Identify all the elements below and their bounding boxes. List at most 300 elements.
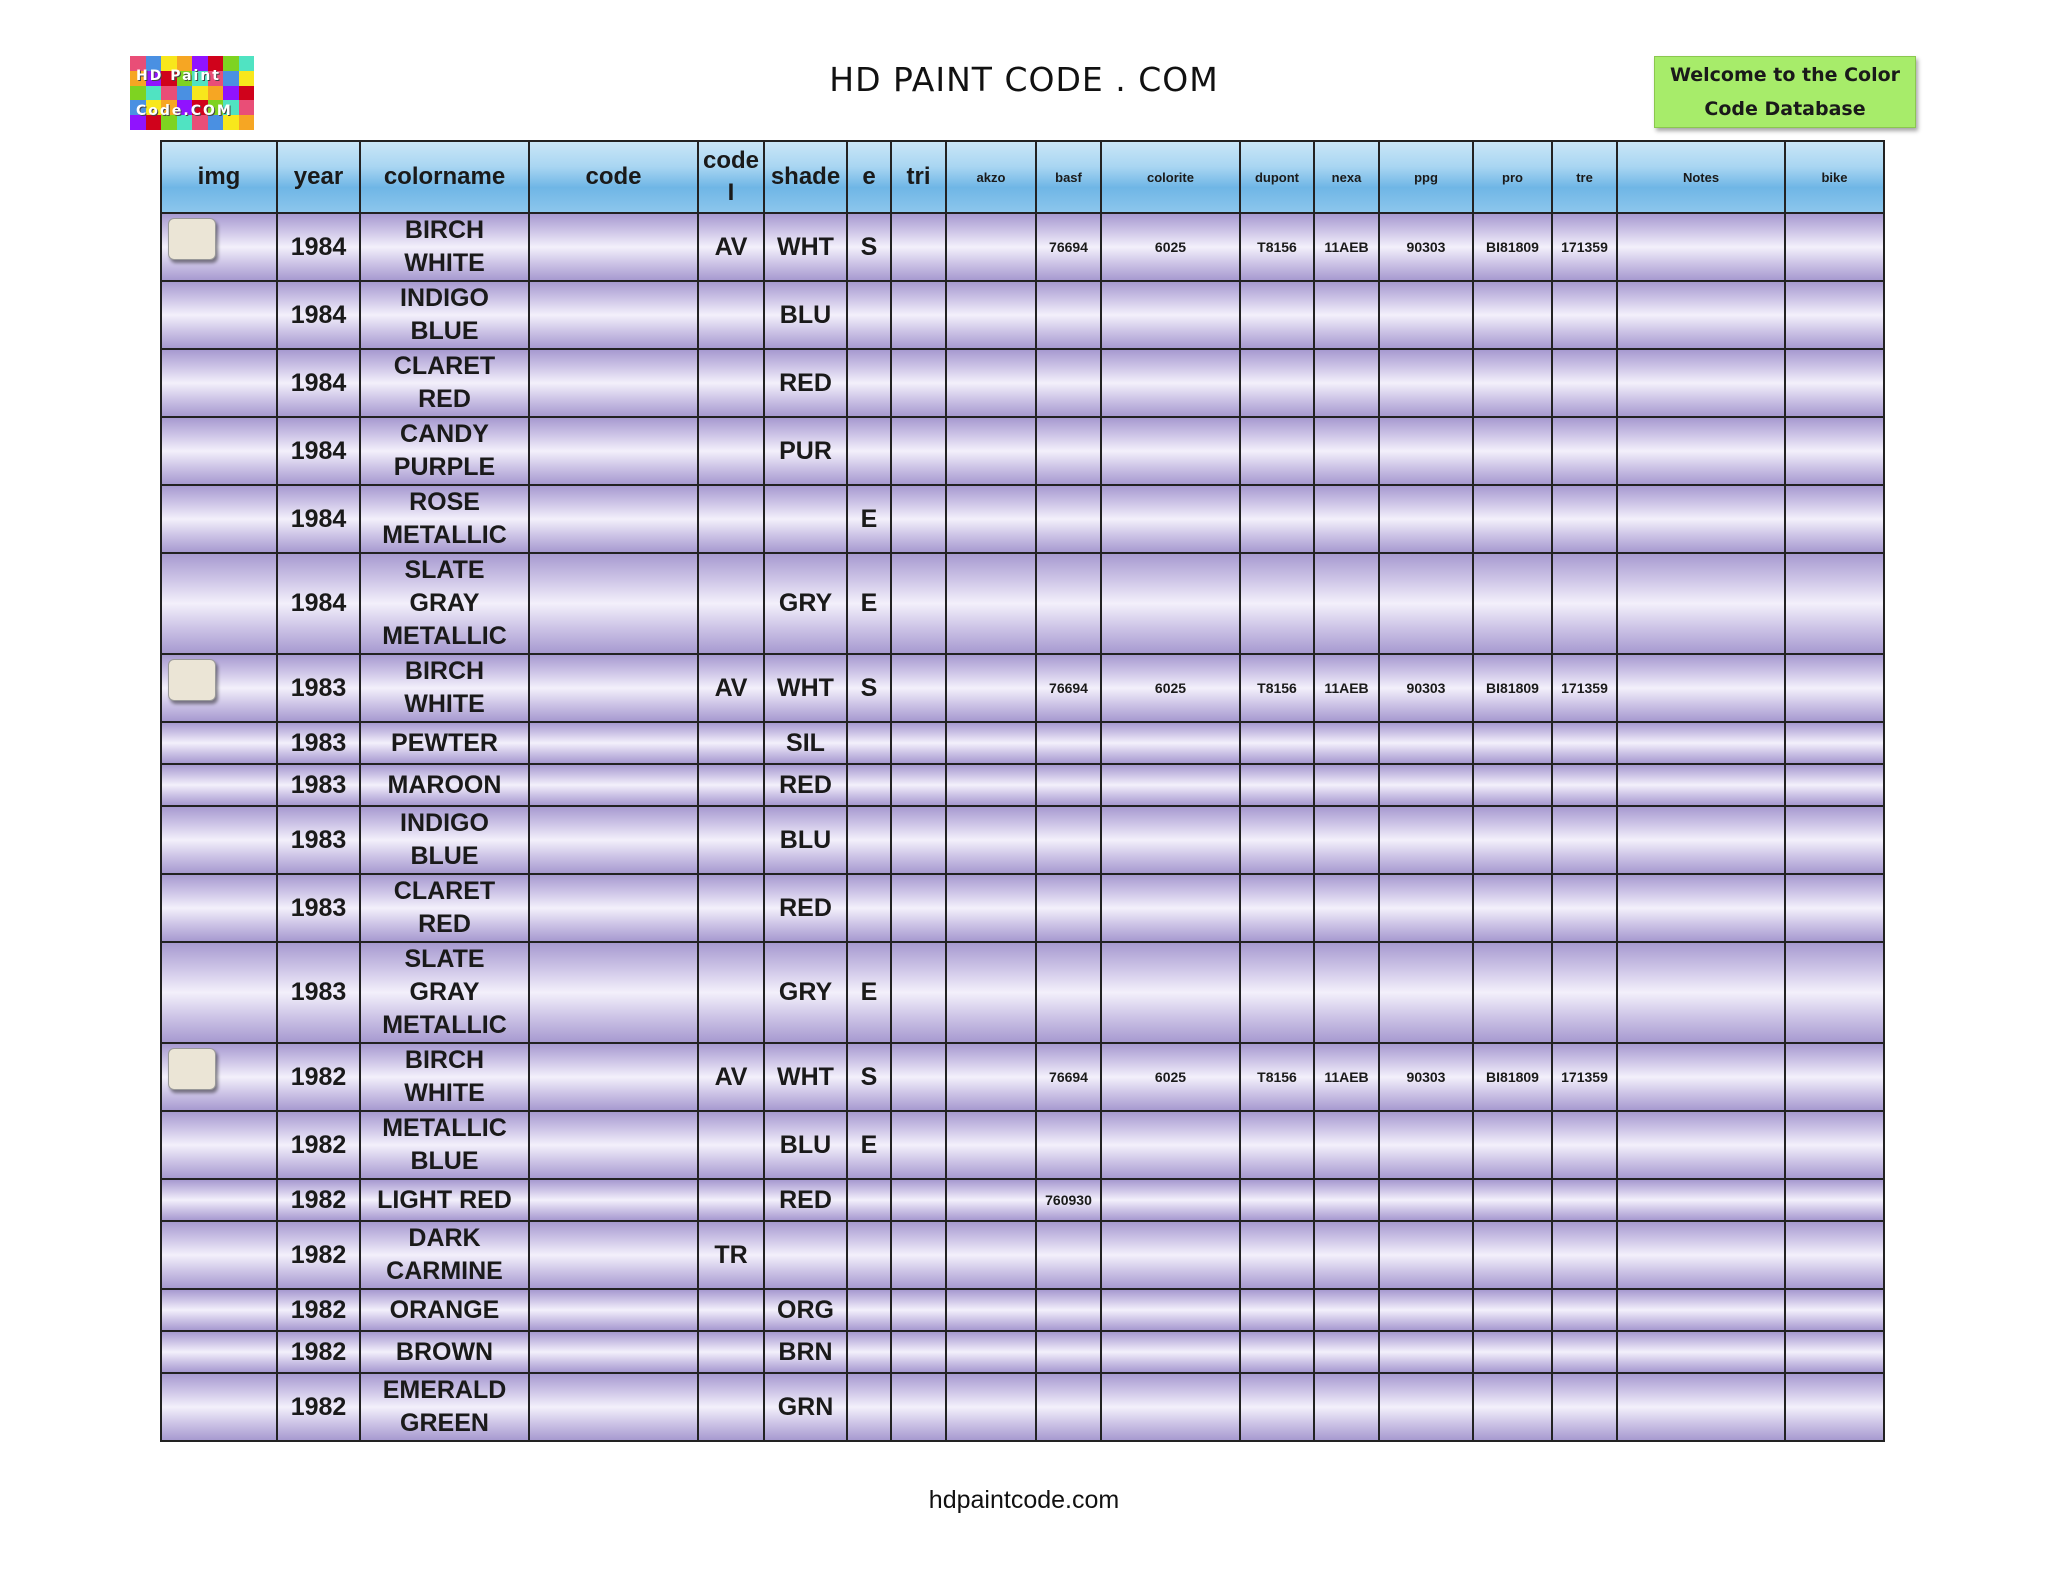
cell-code: [529, 417, 698, 485]
cell-pro: [1473, 1221, 1552, 1289]
column-header-code: code: [529, 141, 698, 213]
cell-image: [161, 806, 277, 874]
cell-tri: [891, 1221, 946, 1289]
cell-code: [529, 654, 698, 722]
cell-pro: [1473, 764, 1552, 806]
column-header-img: img: [161, 141, 277, 213]
color-swatch-image[interactable]: [168, 659, 216, 701]
cell-tri: [891, 281, 946, 349]
cell-nexa: 11AEB: [1314, 213, 1379, 281]
column-header-colorname: colorname: [360, 141, 529, 213]
cell-tre: [1552, 1179, 1617, 1221]
cell-pro: [1473, 942, 1552, 1043]
cell-bike: [1785, 1373, 1884, 1441]
table-row[interactable]: [161, 764, 1884, 806]
cell-e: [847, 1331, 891, 1373]
cell-shade: RED: [764, 764, 847, 806]
cell-nexa: [1314, 281, 1379, 349]
cell-bike: [1785, 1221, 1884, 1289]
cell-image: [161, 281, 277, 349]
cell-code: [529, 764, 698, 806]
cell-e: [847, 764, 891, 806]
cell-colorname: CANDY PURPLE: [360, 417, 529, 485]
cell-image: [161, 722, 277, 764]
cell-year: 1982: [277, 1221, 360, 1289]
cell-shade: [764, 1221, 847, 1289]
cell-notes: [1617, 349, 1785, 417]
cell-nexa: [1314, 417, 1379, 485]
cell-ppg: [1379, 1221, 1473, 1289]
cell-year: 1984: [277, 485, 360, 553]
cell-shade: WHT: [764, 654, 847, 722]
cell-tre: [1552, 417, 1617, 485]
cell-colorname: SLATE GRAY METALLIC: [360, 942, 529, 1043]
cell-code: [529, 1221, 698, 1289]
cell-image: [161, 485, 277, 553]
logo-text-line-2: Code.COM: [136, 102, 233, 119]
cell-tri: [891, 1043, 946, 1111]
cell-code1: [698, 942, 764, 1043]
cell-dupont: [1240, 1373, 1314, 1441]
table-row[interactable]: [161, 874, 1884, 942]
cell-pro: [1473, 1331, 1552, 1373]
cell-year: 1982: [277, 1331, 360, 1373]
table-row[interactable]: [161, 485, 1884, 553]
column-header-tre: tre: [1552, 141, 1617, 213]
cell-shade: BLU: [764, 806, 847, 874]
cell-image: [161, 1111, 277, 1179]
cell-akzo: [946, 1111, 1036, 1179]
cell-code1: [698, 553, 764, 654]
cell-ppg: [1379, 874, 1473, 942]
cell-code1: [698, 806, 764, 874]
cell-akzo: [946, 1221, 1036, 1289]
cell-colorite: [1101, 417, 1240, 485]
cell-pro: [1473, 874, 1552, 942]
cell-colorname: INDIGO BLUE: [360, 806, 529, 874]
cell-pro: BI81809: [1473, 1043, 1552, 1111]
cell-nexa: [1314, 1221, 1379, 1289]
cell-notes: [1617, 281, 1785, 349]
cell-colorite: [1101, 1179, 1240, 1221]
cell-notes: [1617, 764, 1785, 806]
table-row[interactable]: [161, 1179, 1884, 1221]
cell-dupont: [1240, 1331, 1314, 1373]
cell-basf: [1036, 942, 1101, 1043]
cell-tre: 171359: [1552, 213, 1617, 281]
cell-notes: [1617, 1111, 1785, 1179]
cell-image: [161, 417, 277, 485]
cell-notes: [1617, 942, 1785, 1043]
cell-ppg: [1379, 1331, 1473, 1373]
cell-e: [847, 722, 891, 764]
cell-tri: [891, 722, 946, 764]
table-row[interactable]: [161, 654, 1884, 722]
cell-bike: [1785, 485, 1884, 553]
cell-tre: [1552, 806, 1617, 874]
table-row[interactable]: [161, 1373, 1884, 1441]
cell-shade: GRY: [764, 553, 847, 654]
cell-bike: [1785, 213, 1884, 281]
cell-e: [847, 806, 891, 874]
cell-colorname: CLARET RED: [360, 349, 529, 417]
cell-dupont: T8156: [1240, 654, 1314, 722]
cell-akzo: [946, 553, 1036, 654]
cell-notes: [1617, 213, 1785, 281]
cell-bike: [1785, 764, 1884, 806]
cell-year: 1984: [277, 553, 360, 654]
column-header-akzo: akzo: [946, 141, 1036, 213]
cell-e: [847, 1373, 891, 1441]
cell-colorite: 6025: [1101, 1043, 1240, 1111]
cell-notes: [1617, 654, 1785, 722]
cell-ppg: [1379, 1373, 1473, 1441]
cell-year: 1984: [277, 213, 360, 281]
cell-ppg: [1379, 764, 1473, 806]
cell-bike: [1785, 553, 1884, 654]
cell-tri: [891, 417, 946, 485]
cell-notes: [1617, 1179, 1785, 1221]
cell-akzo: [946, 1289, 1036, 1331]
column-header-notes: Notes: [1617, 141, 1785, 213]
cell-nexa: [1314, 1289, 1379, 1331]
cell-akzo: [946, 1331, 1036, 1373]
cell-shade: GRY: [764, 942, 847, 1043]
cell-ppg: 90303: [1379, 213, 1473, 281]
cell-tre: [1552, 1111, 1617, 1179]
cell-nexa: [1314, 764, 1379, 806]
cell-code1: TR: [698, 1221, 764, 1289]
color-swatch-image[interactable]: [168, 218, 216, 260]
color-swatch-image[interactable]: [168, 1048, 216, 1090]
table-row[interactable]: [161, 806, 1884, 874]
cell-dupont: [1240, 553, 1314, 654]
cell-nexa: [1314, 485, 1379, 553]
cell-akzo: [946, 942, 1036, 1043]
cell-basf: 76694: [1036, 213, 1101, 281]
cell-year: 1983: [277, 764, 360, 806]
table-row[interactable]: [161, 1289, 1884, 1331]
cell-colorite: [1101, 722, 1240, 764]
table-row[interactable]: [161, 1111, 1884, 1179]
cell-tri: [891, 764, 946, 806]
table-row[interactable]: [161, 1331, 1884, 1373]
cell-basf: [1036, 1111, 1101, 1179]
cell-notes: [1617, 553, 1785, 654]
cell-akzo: [946, 213, 1036, 281]
footer-link[interactable]: hdpaintcode.com: [928, 1486, 1120, 1514]
cell-dupont: [1240, 417, 1314, 485]
cell-bike: [1785, 806, 1884, 874]
cell-tri: [891, 654, 946, 722]
cell-code1: AV: [698, 654, 764, 722]
cell-tre: [1552, 1331, 1617, 1373]
cell-tri: [891, 553, 946, 654]
cell-akzo: [946, 1179, 1036, 1221]
cell-dupont: [1240, 281, 1314, 349]
table-row[interactable]: [161, 213, 1884, 281]
logo-text-line-1: HD Paint: [136, 67, 222, 84]
cell-code: [529, 1331, 698, 1373]
cell-basf: [1036, 553, 1101, 654]
color-code-table: [160, 140, 1885, 1442]
cell-colorite: 6025: [1101, 654, 1240, 722]
cell-bike: [1785, 1179, 1884, 1221]
cell-basf: [1036, 764, 1101, 806]
cell-e: [847, 1221, 891, 1289]
cell-bike: [1785, 417, 1884, 485]
cell-shade: SIL: [764, 722, 847, 764]
cell-colorite: [1101, 942, 1240, 1043]
cell-colorname: METALLIC BLUE: [360, 1111, 529, 1179]
cell-tri: [891, 1331, 946, 1373]
cell-nexa: 11AEB: [1314, 654, 1379, 722]
cell-year: 1982: [277, 1179, 360, 1221]
cell-code1: [698, 417, 764, 485]
column-header-e: e: [847, 141, 891, 213]
cell-dupont: T8156: [1240, 213, 1314, 281]
cell-code: [529, 1043, 698, 1111]
cell-e: E: [847, 553, 891, 654]
cell-nexa: [1314, 722, 1379, 764]
cell-colorite: [1101, 1221, 1240, 1289]
cell-code1: AV: [698, 1043, 764, 1111]
cell-tri: [891, 1179, 946, 1221]
cell-colorname: ORANGE: [360, 1289, 529, 1331]
cell-bike: [1785, 1331, 1884, 1373]
cell-nexa: [1314, 874, 1379, 942]
column-header-nexa: nexa: [1314, 141, 1379, 213]
cell-pro: [1473, 485, 1552, 553]
cell-image: [161, 942, 277, 1043]
column-header-bike: bike: [1785, 141, 1884, 213]
cell-ppg: [1379, 485, 1473, 553]
cell-bike: [1785, 349, 1884, 417]
cell-akzo: [946, 874, 1036, 942]
cell-ppg: [1379, 417, 1473, 485]
cell-code: [529, 942, 698, 1043]
column-header-pro: pro: [1473, 141, 1552, 213]
cell-basf: [1036, 281, 1101, 349]
column-header-basf: basf: [1036, 141, 1101, 213]
cell-shade: PUR: [764, 417, 847, 485]
cell-image: [161, 1043, 277, 1111]
cell-basf: [1036, 806, 1101, 874]
cell-basf: 76694: [1036, 1043, 1101, 1111]
cell-colorite: [1101, 1111, 1240, 1179]
cell-ppg: [1379, 1111, 1473, 1179]
cell-basf: [1036, 1331, 1101, 1373]
cell-bike: [1785, 874, 1884, 942]
column-header-ppg: ppg: [1379, 141, 1473, 213]
cell-tre: [1552, 1289, 1617, 1331]
cell-code: [529, 722, 698, 764]
cell-code1: [698, 349, 764, 417]
cell-bike: [1785, 654, 1884, 722]
cell-image: [161, 349, 277, 417]
cell-ppg: [1379, 806, 1473, 874]
cell-colorite: [1101, 806, 1240, 874]
cell-colorname: CLARET RED: [360, 874, 529, 942]
cell-ppg: [1379, 1289, 1473, 1331]
table-row[interactable]: [161, 1221, 1884, 1289]
cell-code: [529, 349, 698, 417]
cell-tre: [1552, 874, 1617, 942]
cell-code: [529, 485, 698, 553]
cell-basf: [1036, 874, 1101, 942]
cell-notes: [1617, 806, 1785, 874]
cell-tre: [1552, 553, 1617, 654]
cell-basf: 76694: [1036, 654, 1101, 722]
cell-image: [161, 213, 277, 281]
cell-tri: [891, 349, 946, 417]
cell-ppg: [1379, 1179, 1473, 1221]
cell-bike: [1785, 1111, 1884, 1179]
table-row[interactable]: [161, 942, 1884, 1043]
table-row[interactable]: [161, 553, 1884, 654]
cell-colorname: ROSE METALLIC: [360, 485, 529, 553]
cell-colorname: PEWTER: [360, 722, 529, 764]
cell-akzo: [946, 764, 1036, 806]
cell-pro: [1473, 349, 1552, 417]
cell-notes: [1617, 1221, 1785, 1289]
cell-year: 1982: [277, 1043, 360, 1111]
column-header-year: year: [277, 141, 360, 213]
column-header-colorite: colorite: [1101, 141, 1240, 213]
cell-nexa: [1314, 349, 1379, 417]
cell-e: [847, 874, 891, 942]
cell-e: [847, 281, 891, 349]
cell-shade: RED: [764, 874, 847, 942]
cell-pro: [1473, 1111, 1552, 1179]
cell-colorite: [1101, 874, 1240, 942]
cell-image: [161, 1179, 277, 1221]
cell-ppg: [1379, 553, 1473, 654]
cell-ppg: [1379, 349, 1473, 417]
cell-nexa: [1314, 1331, 1379, 1373]
table-row[interactable]: [161, 349, 1884, 417]
cell-basf: 760930: [1036, 1179, 1101, 1221]
column-header-dupont: dupont: [1240, 141, 1314, 213]
cell-akzo: [946, 349, 1036, 417]
cell-ppg: [1379, 722, 1473, 764]
cell-code: [529, 874, 698, 942]
cell-e: S: [847, 1043, 891, 1111]
cell-shade: GRN: [764, 1373, 847, 1441]
cell-notes: [1617, 1373, 1785, 1441]
cell-shade: BLU: [764, 1111, 847, 1179]
cell-code1: [698, 874, 764, 942]
cell-colorname: BIRCH WHITE: [360, 654, 529, 722]
cell-code1: [698, 1179, 764, 1221]
cell-dupont: [1240, 1221, 1314, 1289]
cell-shade: WHT: [764, 1043, 847, 1111]
welcome-banner: Welcome to the Color Code Database: [1654, 56, 1916, 128]
cell-pro: [1473, 1179, 1552, 1221]
cell-code: [529, 1111, 698, 1179]
cell-colorite: [1101, 281, 1240, 349]
cell-year: 1983: [277, 874, 360, 942]
cell-pro: BI81809: [1473, 213, 1552, 281]
cell-year: 1982: [277, 1111, 360, 1179]
cell-basf: [1036, 349, 1101, 417]
cell-tre: [1552, 1221, 1617, 1289]
cell-dupont: [1240, 349, 1314, 417]
cell-basf: [1036, 722, 1101, 764]
cell-notes: [1617, 417, 1785, 485]
cell-colorite: [1101, 1289, 1240, 1331]
cell-akzo: [946, 806, 1036, 874]
cell-colorname: MAROON: [360, 764, 529, 806]
cell-shade: WHT: [764, 213, 847, 281]
cell-pro: [1473, 1289, 1552, 1331]
cell-code: [529, 281, 698, 349]
cell-code1: [698, 722, 764, 764]
table-row[interactable]: [161, 1043, 1884, 1111]
cell-ppg: 90303: [1379, 1043, 1473, 1111]
cell-pro: [1473, 553, 1552, 654]
cell-tre: 171359: [1552, 654, 1617, 722]
cell-tre: 171359: [1552, 1043, 1617, 1111]
cell-tri: [891, 1111, 946, 1179]
cell-tre: [1552, 722, 1617, 764]
cell-tre: [1552, 942, 1617, 1043]
cell-code: [529, 1373, 698, 1441]
cell-bike: [1785, 1289, 1884, 1331]
cell-ppg: [1379, 281, 1473, 349]
cell-basf: [1036, 1373, 1101, 1441]
cell-tre: [1552, 764, 1617, 806]
cell-shade: BRN: [764, 1331, 847, 1373]
cell-colorname: EMERALD GREEN: [360, 1373, 529, 1441]
cell-basf: [1036, 1289, 1101, 1331]
cell-tri: [891, 942, 946, 1043]
table-row[interactable]: [161, 722, 1884, 764]
cell-colorite: [1101, 349, 1240, 417]
cell-akzo: [946, 417, 1036, 485]
cell-shade: ORG: [764, 1289, 847, 1331]
cell-dupont: [1240, 874, 1314, 942]
table-row[interactable]: [161, 417, 1884, 485]
cell-code: [529, 213, 698, 281]
cell-shade: RED: [764, 349, 847, 417]
cell-image: [161, 1221, 277, 1289]
cell-e: S: [847, 213, 891, 281]
cell-colorite: 6025: [1101, 213, 1240, 281]
cell-colorname: LIGHT RED: [360, 1179, 529, 1221]
cell-e: E: [847, 1111, 891, 1179]
cell-year: 1983: [277, 942, 360, 1043]
cell-nexa: [1314, 553, 1379, 654]
cell-e: [847, 349, 891, 417]
cell-image: [161, 654, 277, 722]
table-row[interactable]: [161, 281, 1884, 349]
cell-code1: AV: [698, 213, 764, 281]
cell-pro: [1473, 722, 1552, 764]
cell-image: [161, 1289, 277, 1331]
cell-year: 1984: [277, 281, 360, 349]
cell-code1: [698, 1331, 764, 1373]
cell-colorname: BIRCH WHITE: [360, 213, 529, 281]
cell-ppg: [1379, 942, 1473, 1043]
cell-colorname: DARK CARMINE: [360, 1221, 529, 1289]
cell-colorite: [1101, 485, 1240, 553]
cell-notes: [1617, 1331, 1785, 1373]
cell-year: 1983: [277, 654, 360, 722]
cell-dupont: [1240, 1289, 1314, 1331]
cell-pro: [1473, 281, 1552, 349]
cell-code: [529, 1289, 698, 1331]
